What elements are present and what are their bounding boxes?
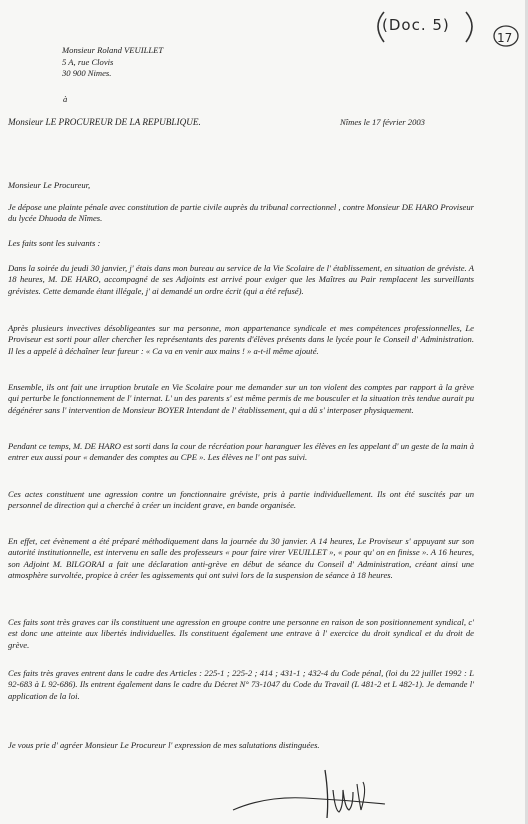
paragraph-legal-articles: Ces faits très graves entrent dans le cadre des Articles : 225-1 ; 225-2 ; 414 ; 431-1 ; 432-4 du Code pénal, (loi du 22 juillet 1992 : L 92-683 à L 92-686). Ils entrent également dans le cadre du Décret N° 73-1047 du Code du Travail (L 481-2 et L 482-1). Je demande l' application de la loi. xyxy=(8,668,474,701)
doc-label-handwritten xyxy=(378,14,450,34)
paragraph-gravity: Ces faits sont très graves car ils constituent une agression en groupe contre une personne en raison de son positionnement syndical, c' est donc une atteinte aux libertés individuelles. Ils constituent également une entrave à l' exercice du droit syndical et du droit de grève. xyxy=(8,617,474,650)
paragraph-closing: Je vous prie d' agréer Monsieur Le Procureur l' expression de mes salutations distinguées. xyxy=(8,740,320,750)
page-number-text: 17 xyxy=(497,31,513,45)
paragraph-preparation: En effet, cet évènement a été préparé méthodiquement dans la journée du 30 janvier. A 14 heures, Le Proviseur s' appuyant sur son autorité institutionnelle, est intervenu en salle des professeurs « pour faire virer VEUILLET », « pour qu' on en finisse ». A 16 heures, son Adjoint M. BILGORAI a fait une déclaration anti-grève en début de séance du Conseil d' Administration, créant ainsi une atmosphère survoltée, propice à créer les agissements qui ont suivi lors de la suspension de séance à 18 heures. xyxy=(8,536,474,580)
signature-icon xyxy=(225,760,395,822)
sender-city: 30 900 Nimes. xyxy=(62,68,112,79)
paragraph-evening-events: Dans la soirée du jeudi 30 janvier, j' étais dans mon bureau au service de la Vie Scolaire de l' établissement, en situation de gréviste. A 18 heures, M. DE HARO, accompagné de ses Adjoints est arrivé pour exiger que les Maîtres au Pair remplacent les surveillants grévistes. Cette demande étant illégale, j' ai demandé un ordre écrit (qui a été refusé). xyxy=(8,263,474,296)
sender-street: 5 A, rue Clovis xyxy=(62,56,114,67)
paragraph-courtyard: Pendant ce temps, M. DE HARO est sorti dans la cour de récréation pour haranguer les élèves en les appelant d' un geste de la main à entrer eux aussi pour « demander des comptes au CPE ». Les élèves ne l' ont pas suivi. xyxy=(8,441,474,463)
paragraph-invectives: Après plusieurs invectives désobligeantes sur ma personne, mon appartenance syndicale et mes compétences professionnelles, Le Proviseur est sorti pour aller chercher les représentants des parents d'élèves présents dans le lycée pour le Conseil d' Administration. Il les a appelé à déchaîner leur fureur : « Ca va en venir aux mains ! » a-t-il même ajouté. xyxy=(8,323,474,356)
doc-label-text: (Doc. 5) xyxy=(382,16,450,34)
paragraph-complaint: Je dépose une plainte pénale avec constitution de partie civile auprès du tribunal correctionnel , contre Monsieur DE HARO Proviseur du lycée Dhuoda de Nîmes. xyxy=(8,202,474,224)
salutation: Monsieur Le Procureur, xyxy=(8,180,91,190)
recipient: Monsieur LE PROCUREUR DE LA REPUBLIQUE. xyxy=(8,117,201,127)
sender-address xyxy=(62,45,163,80)
page-number-handwritten xyxy=(497,28,512,46)
paragraph-aggression: Ces actes constituent une agression contre un fonctionnaire gréviste, pris à partie individuellement. Ils ont été suscités par un personnel de direction qui a cherché à créer un incident grave, en bande organisée. xyxy=(8,489,474,511)
letter-date: Nîmes le 17 février 2003 xyxy=(340,117,425,127)
paragraph-facts-intro: Les faits sont les suivants : xyxy=(8,238,101,248)
paragraph-irruption: Ensemble, ils ont fait une irruption brutale en Vie Scolaire pour me demander sur un ton violent des comptes par rapport à la grève qui perturbe le fonctionnement de l' internat. L' un des parents s' est même permis de me bousculer et la situation très tendue aurait pu dégénérer sans l' intervention de Monsieur BOYER Intendant de l' établissement, qui a dû s' interposer physiquement. xyxy=(8,382,474,415)
to-word: à xyxy=(63,94,68,104)
sender-name: Monsieur Roland VEUILLET xyxy=(62,45,164,55)
